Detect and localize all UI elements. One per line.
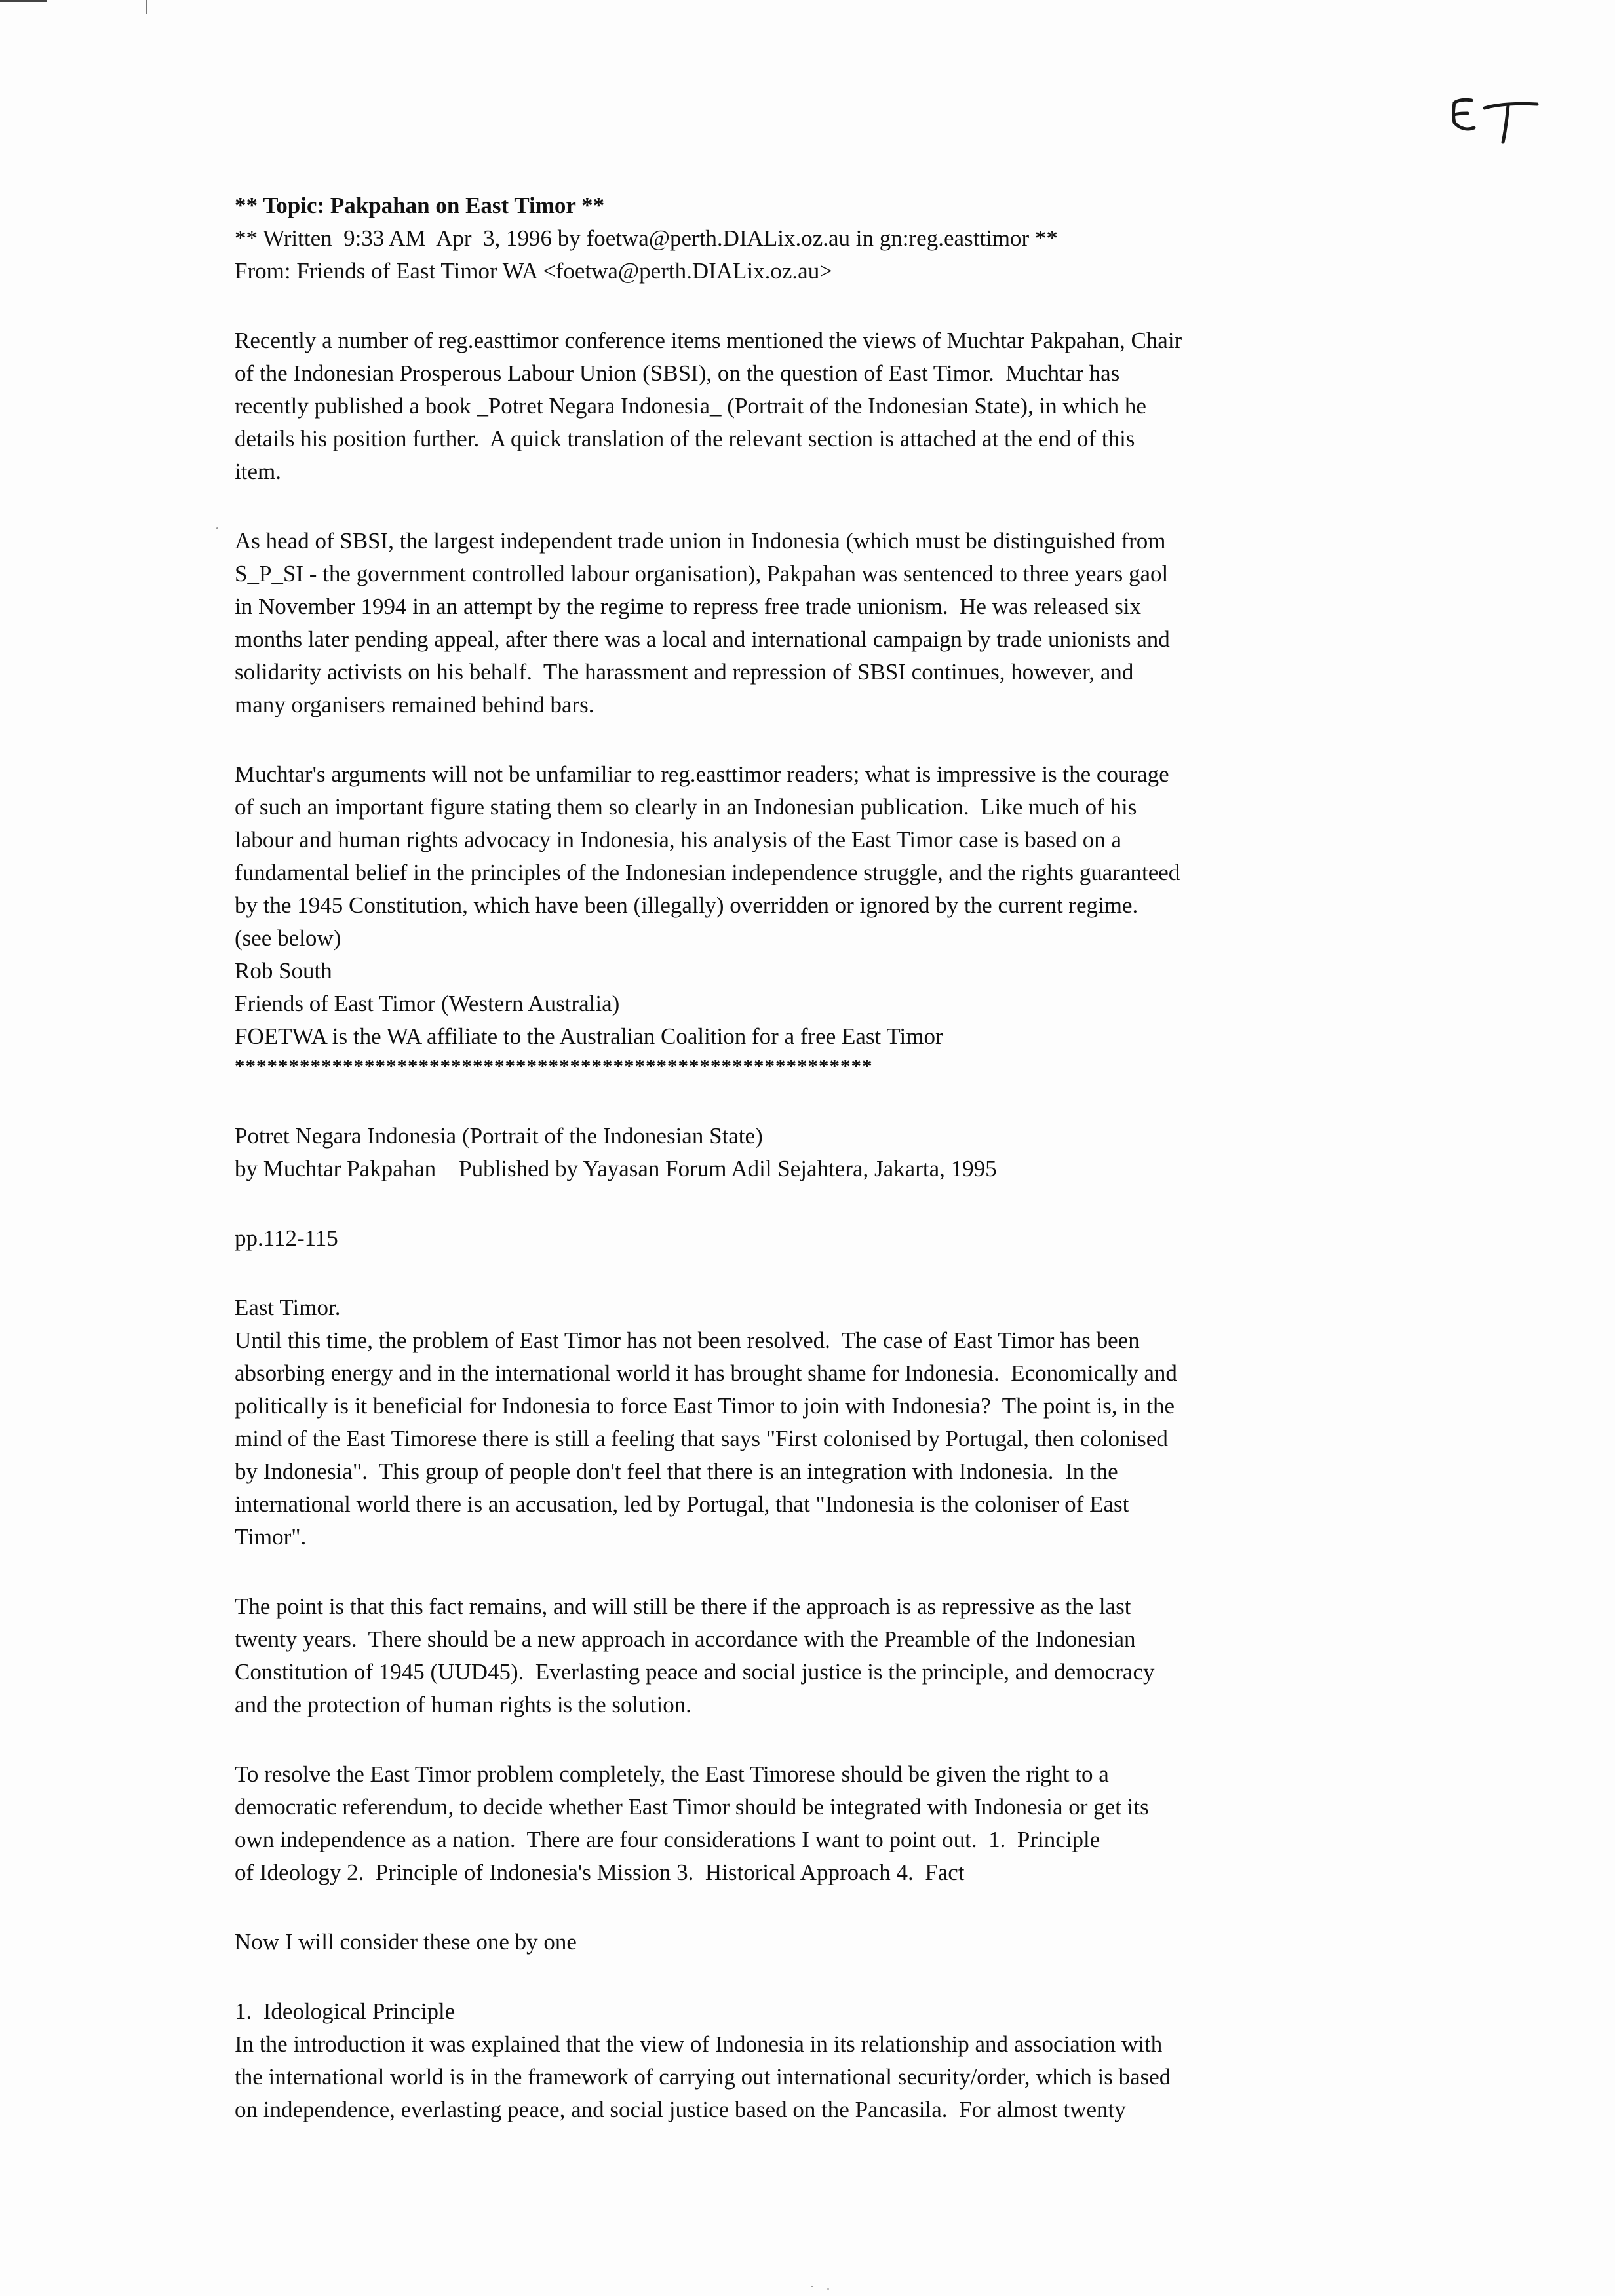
scan-edge-mark — [0, 0, 47, 2]
intro-paragraph-3 — [235, 758, 1454, 1053]
topic-line: ** Topic: Pakpahan on East Timor ** — [235, 193, 605, 218]
text-line: The point is that this fact remains, and will still be there if the approach is as repressive as the last — [235, 1594, 1131, 1619]
text-line: (see below) — [235, 925, 341, 951]
text-line: by Indonesia". This group of people don't feel that there is an integration with Indonesia. In the — [235, 1459, 1118, 1484]
text-line: details his position further. A quick translation of the relevant section is attached at the end of this — [235, 426, 1135, 451]
section-heading-ideological-principle: 1. Ideological Principle — [235, 1999, 456, 2024]
text-line: politically is it beneficial for Indonesia to force East Timor to join with Indonesia? The point is, in the — [235, 1393, 1175, 1419]
text-line: international world there is an accusation, led by Portugal, that "Indonesia is the coloniser of East — [235, 1491, 1129, 1517]
text-line: recently published a book _Potret Negara Indonesia_ (Portrait of the Indonesian State), in which he — [235, 393, 1146, 419]
text-line: Constitution of 1945 (UUD45). Everlasting peace and social justice is the principle, and democracy — [235, 1659, 1155, 1685]
text-line: Timor". — [235, 1524, 307, 1550]
text-line: in November 1994 in an attempt by the regime to repress free trade unionism. He was released six — [235, 594, 1142, 619]
text-line: item. — [235, 459, 281, 484]
text-line: twenty years. There should be a new approach in accordance with the Preamble of the Indonesian — [235, 1626, 1136, 1652]
text-line: the international world is in the framework of carrying out international security/order, which is based — [235, 2064, 1171, 2090]
text-line: In the introduction it was explained that the view of Indonesia in its relationship and association with — [235, 2031, 1163, 2057]
text-line: and the protection of human rights is the solution. — [235, 1692, 691, 1717]
text-line: absorbing energy and in the international world it has brought shame for Indonesia. Economically and — [235, 1360, 1177, 1386]
affiliation-line: FOETWA is the WA affiliate to the Australian Coalition for a free East Timor — [235, 1024, 943, 1049]
text-line: solidarity activists on his behalf. The harassment and repression of SBSI continues, however, and — [235, 659, 1134, 685]
document-body — [235, 189, 1454, 2126]
text-line: own independence as a nation. There are four considerations I want to point out. 1. Principle — [235, 1827, 1100, 1852]
text-line: labour and human rights advocacy in Indonesia, his analysis of the East Timor case is based on a — [235, 827, 1122, 852]
text-line: Now I will consider these one by one — [235, 1929, 577, 1955]
book-author-line: by Muchtar Pakpahan Published by Yayasan Forum Adil Sejahtera, Jakarta, 1995 — [235, 1156, 997, 1181]
text-line: S_P_SI - the government controlled labour organisation), Pakpahan was sentenced to three years gaol — [235, 561, 1169, 586]
ideological-principle-paragraph — [235, 2028, 1454, 2126]
text-line: by the 1945 Constitution, which have been (illegally) overridden or ignored by the current regime. — [235, 892, 1138, 918]
text-line: Until this time, the problem of East Timor has not been resolved. The case of East Timor has been — [235, 1328, 1140, 1353]
scan-edge-tick — [146, 0, 147, 14]
page-reference: pp.112-115 — [235, 1225, 338, 1251]
text-line: of Ideology 2. Principle of Indonesia's Mission 3. Historical Approach 4. Fact — [235, 1860, 965, 1885]
margin-speck — [216, 527, 218, 529]
signature-organisation: Friends of East Timor (Western Australia) — [235, 991, 620, 1016]
book-title-line: Potret Negara Indonesia (Portrait of the Indonesian State) — [235, 1123, 763, 1149]
written-line: ** Written 9:33 AM Apr 3, 1996 by foetwa@perth.DIALix.oz.au in gn:reg.easttimor ** — [235, 225, 1058, 251]
intro-paragraph-1 — [235, 324, 1454, 488]
signature-name: Rob South — [235, 958, 332, 984]
text-line: on independence, everlasting peace, and social justice based on the Pancasila. For almost twenty — [235, 2097, 1126, 2122]
handwritten-et-annotation — [1445, 88, 1550, 147]
text-line: Recently a number of reg.easttimor conference items mentioned the views of Muchtar Pakpahan, Chair — [235, 328, 1182, 353]
margin-speck — [811, 2286, 813, 2287]
translation-paragraph-3 — [235, 1758, 1454, 1889]
text-line: of the Indonesian Prosperous Labour Union (SBSI), on the question of East Timor. Muchtar has — [235, 360, 1120, 386]
text-line: mind of the East Timorese there is still a feeling that says "First colonised by Portugal, then colonised — [235, 1426, 1168, 1451]
text-line: Muchtar's arguments will not be unfamiliar to reg.easttimor readers; what is impressive is the courage — [235, 761, 1169, 787]
text-line: months later pending appeal, after there was a local and international campaign by trade unionists and — [235, 626, 1170, 652]
separator-line: *********************************************************** — [235, 1054, 873, 1077]
translation-paragraph-2 — [235, 1590, 1454, 1721]
text-line: of such an important figure stating them so clearly in an Indonesian publication. Like much of his — [235, 794, 1137, 820]
text-line: many organisers remained behind bars. — [235, 692, 594, 718]
from-line: From: Friends of East Timor WA <foetwa@perth.DIALix.oz.au> — [235, 258, 832, 284]
text-line: fundamental belief in the principles of the Indonesian independence struggle, and the rights guaranteed — [235, 860, 1180, 885]
handwritten-et-drawing — [1445, 88, 1550, 147]
text-line: democratic referendum, to decide whether East Timor should be integrated with Indonesia or get its — [235, 1794, 1149, 1820]
section-heading-east-timor: East Timor. — [235, 1295, 341, 1320]
translation-paragraph-4 — [235, 1926, 1454, 1959]
translation-paragraph-1 — [235, 1324, 1454, 1554]
text-line: To resolve the East Timor problem completely, the East Timorese should be given the right to a — [235, 1761, 1109, 1787]
margin-speck — [827, 2288, 829, 2290]
intro-paragraph-2 — [235, 525, 1454, 721]
text-line: As head of SBSI, the largest independent trade union in Indonesia (which must be distinguished from — [235, 528, 1166, 554]
